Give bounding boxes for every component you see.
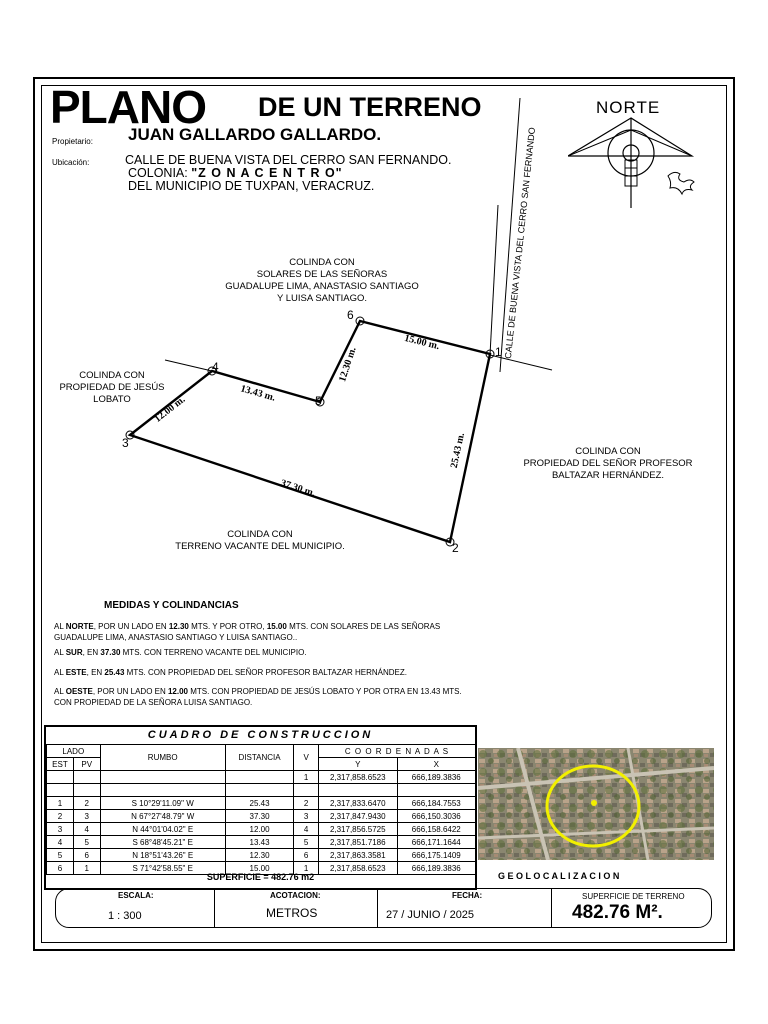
boundary-east: COLINDA CON PROPIEDAD DEL SEÑOR PROFESOR BALTAZAR HERNÁNDEZ. (523, 446, 693, 481)
boundary-west: COLINDA CON PROPIEDAD DE JESÚS LOBATO (59, 370, 165, 405)
measure-5-6: 12.30 m. (337, 345, 359, 384)
boundary-extension (165, 360, 212, 371)
boundary-south: COLINDA CON TERRENO VACANTE DEL MUNICIPIO. (175, 529, 345, 552)
geolocation-map (478, 748, 714, 860)
medidas-south: AL SUR, EN 37.30 MTS. CON TERRENO VACANTE DEL MUNICIPIO. (54, 648, 307, 657)
acotacion-label: ACOTACION: (270, 891, 321, 900)
location-line1: CALLE DE BUENA VISTA DEL CERRO SAN FERNANDO. (125, 153, 452, 167)
title-sub: DE UN TERRENO (258, 92, 482, 122)
header-v: V (294, 745, 319, 771)
header-lado: LADO (47, 745, 101, 758)
table-row: 1 2 S 10°29'11.09" W 25.43 2 2,317,833.6470 666,184.7553 (47, 797, 476, 810)
footer-divider-1 (214, 888, 215, 928)
location-marker-icon (591, 800, 597, 806)
medidas-title: MEDIDAS Y COLINDANCIAS (104, 600, 239, 611)
escala-value: 1 : 300 (108, 910, 142, 922)
measure-4-5: 13.43 m. (239, 383, 277, 404)
aerial-map-image (478, 748, 714, 860)
cuadro-table (46, 744, 476, 875)
measure-2-3: 37.30 m. (279, 477, 317, 500)
table-row: 3 4 N 44°01'04.02" E 12.00 4 2,317,856.5725 666,158.6422 (47, 823, 476, 836)
acotacion-value: METROS (266, 906, 318, 920)
table-row: 6 1 S 71°42'58.55" E 15.00 1 2,317,858.6523 666,189.3836 (47, 862, 476, 875)
terrain-polygon (130, 321, 490, 542)
table-row: 4 5 S 68°48'45.21" E 13.43 5 2,317,851.7186 666,171.1644 (47, 836, 476, 849)
fecha-label: FECHA: (452, 891, 483, 900)
point-label-6: 6 (347, 308, 354, 322)
header-est: EST (47, 758, 74, 771)
superficie-total: SUPERFICIE = 482.76 m2 (206, 872, 315, 882)
footer-divider-3 (551, 888, 552, 928)
owner-name: JUAN GALLARDO GALLARDO. (128, 125, 382, 144)
measure-1-2: 25.43 m. (448, 431, 468, 470)
superficie-terreno-value: 482.76 M². (572, 902, 663, 923)
point-label-4: 4 (212, 360, 219, 374)
table-row: 1 2,317,858.6523 666,189.3836 (47, 771, 476, 784)
measure-3-4: 12.00 m. (152, 394, 188, 425)
title-main: PLANO (50, 81, 206, 133)
header-pv: PV (73, 758, 100, 771)
street-name: CALLE DE BUENA VISTA DEL CERRO SAN FERNANDO (502, 126, 538, 360)
footer-divider-2 (377, 888, 378, 928)
street-line-west (490, 205, 498, 355)
location-line2: COLONIA: "Z O N A C E N T R O" (128, 166, 343, 180)
point-label-2: 2 (452, 541, 459, 555)
location-line3: DEL MUNICIPIO DE TUXPAN, VERACRUZ. (128, 179, 375, 193)
point-label-3: 3 (122, 436, 129, 450)
measure-6-1: 15.00 m. (403, 332, 441, 353)
table-row (47, 784, 476, 797)
location-label: Ubicación: (52, 158, 90, 167)
boundary-north: COLINDA CON SOLARES DE LAS SEÑORAS GUADALUPE LIMA, ANASTASIO SANTIAGO Y LUISA SANTIAGO. (225, 257, 419, 304)
fecha-value: 27 / JUNIO / 2025 (386, 909, 475, 921)
owner-label: Propietario: (52, 137, 93, 146)
point-label-1: 1 (495, 345, 502, 359)
medidas-north: AL NORTE, POR UN LADO EN 12.30 MTS. Y POR OTRO, 15.00 MTS. CON SOLARES DE LAS SEÑORAS GUADALUPE LIMA, ANASTASIO SANTIAGO Y LUISA SANTIAGO.. (54, 622, 441, 642)
escala-label: ESCALA: (118, 891, 154, 900)
superficie-terreno-label: SUPERFICIE DE TERRENO (582, 892, 685, 901)
header-x: X (397, 758, 475, 771)
medidas-east: AL ESTE, EN 25.43 MTS. CON PROPIEDAD DEL SEÑOR PROFESOR BALTAZAR HERNÁNDEZ. (54, 668, 407, 677)
header-coordenadas: C O O R D E N A D A S (318, 745, 475, 758)
compass-label: NORTE (596, 98, 661, 117)
table-row: 5 6 N 18°51'43.26" E 12.30 6 2,317,863.3581 666,175.1409 (47, 849, 476, 862)
header-rumbo: RUMBO (100, 745, 225, 771)
point-label-5: 5 (315, 394, 322, 408)
medidas-west: AL OESTE, POR UN LADO EN 12.00 MTS. CON PROPIEDAD DE JESÚS LOBATO Y POR OTRA EN 13.43 MTS. CON PROPIEDAD DE LA SEÑORA LUISA SANTIAGO. (54, 687, 462, 707)
header-y: Y (318, 758, 397, 771)
header-distancia: DISTANCIA (225, 745, 293, 771)
geolocalizacion-label: G E O L O C A L I Z A C I O N (498, 871, 620, 881)
cuadro-title: CUADRO DE CONSTRUCCION (147, 729, 374, 741)
table-row: 2 3 N 67°27'48.79" W 37.30 3 2,317,847.9430 666,150.3036 (47, 810, 476, 823)
